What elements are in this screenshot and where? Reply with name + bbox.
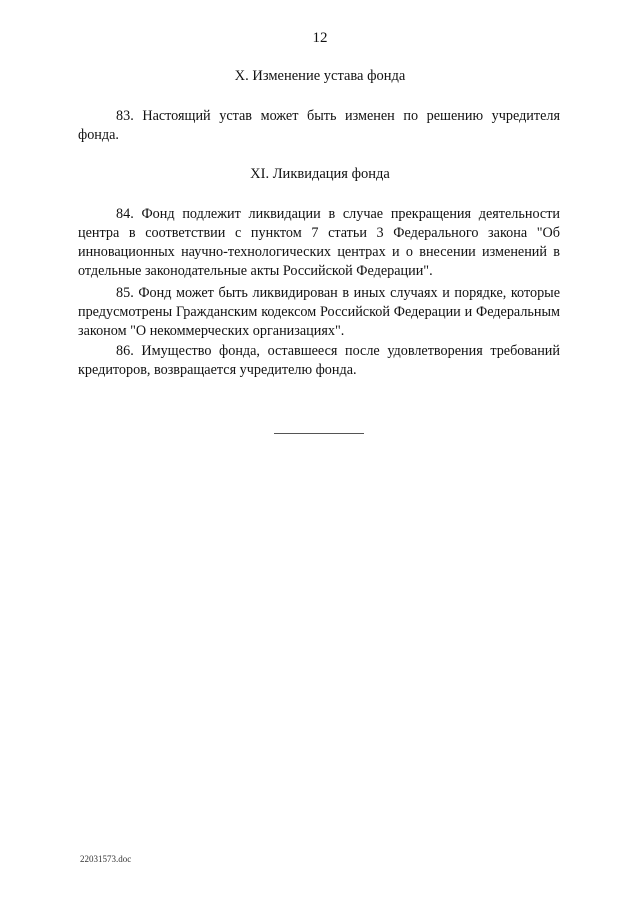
paragraph-85: 85. Фонд может быть ликвидирован в иных случаях и порядке, которые предусмотрены Гражданским кодексом Российской Федерации и Федеральным законом "О некоммерческих организациях". [78,285,560,339]
paragraph-86: 86. Имущество фонда, оставшееся после удовлетворения требований кредиторов, возвращается учредителю фонда. [78,343,560,378]
page-number: 12 [312,30,328,46]
paragraph-83: 83. Настоящий устав может быть изменен по решению учредителя фонда. [78,108,560,143]
section-heading-xi: XI. Ликвидация фонда [250,166,390,182]
file-name-footer: 22031573.doc [80,854,132,864]
section-heading-x: X. Изменение устава фонда [234,68,406,84]
end-separator-line [274,433,364,434]
paragraph-84: 84. Фонд подлежит ликвидации в случае прекращения деятельности центра в соответствии с пунктом 7 статьи 3 Федерального закона "Об инновационных научно-технологических центрах и о внесении изменений в отдельные законодательные акты Российской Федерации". [78,206,560,279]
